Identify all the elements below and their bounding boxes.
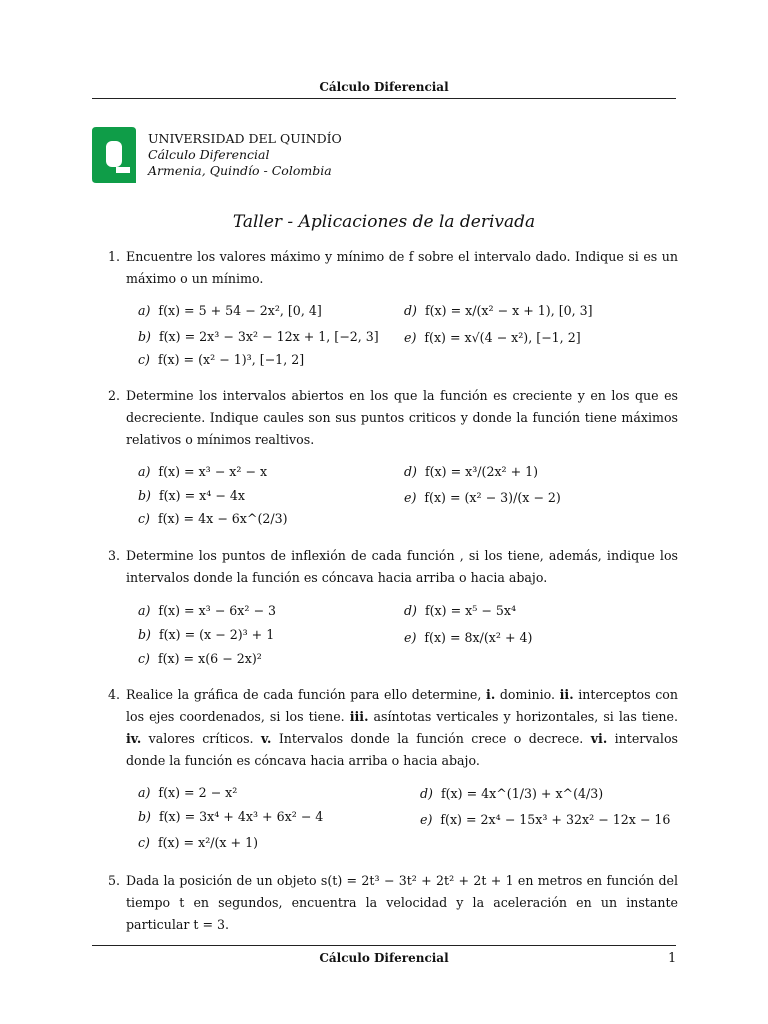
item-expr: f(x) = 4x^(1/3) + x^(4/3)	[440, 786, 604, 801]
item-expr: f(x) = 8x/(x² + 4)	[424, 630, 533, 645]
location: Armenia, Quindío - Colombia	[148, 163, 332, 178]
item-label: a)	[138, 785, 151, 800]
item-label: d)	[404, 464, 417, 479]
q4-item-d	[420, 786, 603, 801]
question-text: Dada la posición de un objeto s(t) = 2t³ − 3t² + 2t² + 2t + 1 en metros en función del tiempo t en segundos, encuentra la velocidad y la aceleración en un instante particular t = 3.	[126, 873, 678, 932]
item-label: c)	[138, 511, 150, 526]
item-expr: f(x) = 4x − 6x^(2/3)	[157, 511, 288, 526]
item-label: c)	[138, 835, 150, 850]
item-label: d)	[404, 603, 417, 618]
text-part: valores críticos.	[141, 731, 261, 746]
institution-block	[148, 131, 342, 179]
step-marker: i.	[486, 687, 496, 702]
item-label: e)	[404, 630, 417, 645]
text-part: asíntotas verticales y horizontales, si las tiene.	[368, 709, 678, 724]
question-number: 5.	[108, 873, 121, 888]
question-number: 1.	[108, 249, 121, 264]
question-text: Determine los intervalos abiertos en los que la función es creciente y en los que es decreciente. Indique caules son sus puntos criticos y donde la función tiene máximos relativos o mínimos realtivos.	[126, 388, 678, 447]
header-rule	[92, 98, 676, 99]
question-5	[108, 870, 678, 936]
item-label: d)	[404, 303, 417, 318]
item-expr: f(x) = x(6 − 2x)²	[157, 651, 262, 666]
item-label: a)	[138, 464, 151, 479]
item-expr: f(x) = x/(x² − x + 1), [0, 3]	[424, 303, 593, 318]
q1-item-d	[404, 303, 593, 318]
item-label: a)	[138, 303, 151, 318]
question-3	[108, 545, 678, 589]
question-text	[126, 684, 678, 772]
item-label: c)	[138, 352, 150, 367]
university-logo	[92, 127, 136, 183]
item-expr: f(x) = x²/(x + 1)	[157, 835, 259, 850]
question-2	[108, 385, 678, 451]
q1-item-b	[138, 329, 379, 344]
q2-item-e	[404, 490, 561, 505]
question-text: Encuentre los valores máximo y mínimo de f sobre el intervalo dado. Indique si es un máximo o un mínimo.	[126, 249, 678, 286]
item-expr: f(x) = x√(4 − x²), [−1, 2]	[424, 330, 581, 345]
text-part: dominio.	[495, 687, 560, 702]
item-expr: f(x) = x⁴ − 4x	[158, 488, 245, 503]
item-label: d)	[420, 786, 433, 801]
item-expr: f(x) = x³ − 6x² − 3	[158, 603, 277, 618]
item-expr: f(x) = (x − 2)³ + 1	[158, 627, 275, 642]
q1-item-e	[404, 330, 581, 345]
item-expr: f(x) = (x² − 3)/(x − 2)	[424, 490, 561, 505]
item-expr: f(x) = 2x³ − 3x² − 12x + 1, [−2, 3]	[158, 329, 379, 344]
course-name: Cálculo Diferencial	[148, 147, 270, 162]
question-number: 2.	[108, 388, 121, 403]
document-title: Taller - Aplicaciones de la derivada	[232, 212, 536, 232]
item-label: a)	[138, 603, 151, 618]
item-label: e)	[404, 490, 417, 505]
q3-item-b	[138, 627, 274, 642]
item-label: e)	[420, 812, 433, 827]
q4-item-c	[138, 835, 258, 850]
item-expr: f(x) = 3x⁴ + 4x³ + 6x² − 4	[158, 809, 324, 824]
item-label: e)	[404, 330, 417, 345]
q3-item-c	[138, 651, 262, 666]
running-header: Cálculo Diferencial	[319, 80, 449, 94]
q3-item-d	[404, 603, 516, 618]
item-expr: f(x) = x³/(2x² + 1)	[424, 464, 539, 479]
q4-item-e	[420, 812, 670, 827]
text-part: Intervalos donde la función crece o decrece.	[271, 731, 591, 746]
q4-item-b	[138, 809, 323, 824]
q2-item-c	[138, 511, 288, 526]
step-marker: iii.	[349, 709, 369, 724]
item-label: b)	[138, 488, 151, 503]
item-expr: f(x) = 5 + 54 − 2x², [0, 4]	[158, 303, 322, 318]
text-part: Realice la gráfica de cada función para ello determine,	[126, 687, 487, 702]
q1-item-c	[138, 352, 304, 367]
running-footer: Cálculo Diferencial	[319, 951, 449, 965]
q3-item-a	[138, 603, 276, 618]
item-label: c)	[138, 651, 150, 666]
text-part: intervalos donde la función es cóncava hacia arriba o hacia abajo.	[126, 731, 679, 768]
q4-item-a	[138, 785, 237, 800]
item-label: b)	[138, 627, 151, 642]
question-1	[108, 246, 678, 290]
q3-item-e	[404, 630, 532, 645]
q2-item-a	[138, 464, 267, 479]
item-expr: f(x) = x⁵ − 5x⁴	[424, 603, 517, 618]
institution-name: UNIVERSIDAD DEL QUINDÍO	[148, 131, 342, 146]
step-marker: v.	[260, 731, 272, 746]
item-expr: f(x) = (x² − 1)³, [−1, 2]	[157, 352, 305, 367]
item-label: b)	[138, 329, 151, 344]
footer-rule	[92, 945, 676, 946]
q1-item-a	[138, 303, 322, 318]
page-number: 1	[668, 951, 677, 966]
q2-item-d	[404, 464, 538, 479]
step-marker: iv.	[126, 731, 142, 746]
text-part: interceptos con los ejes coordenados, si los tiene.	[126, 687, 678, 724]
question-text: Determine los puntos de inflexión de cada función , si los tiene, además, indique los intervalos donde la función es cóncava hacia arriba o hacia abajo.	[126, 548, 678, 585]
item-expr: f(x) = 2 − x²	[158, 785, 238, 800]
step-marker: vi.	[590, 731, 608, 746]
question-number: 4.	[108, 687, 121, 702]
q2-item-b	[138, 488, 245, 503]
item-expr: f(x) = x³ − x² − x	[158, 464, 268, 479]
question-4	[108, 684, 678, 772]
item-expr: f(x) = 2x⁴ − 15x³ + 32x² − 12x − 16	[440, 812, 671, 827]
item-label: b)	[138, 809, 151, 824]
question-number: 3.	[108, 548, 121, 563]
step-marker: ii.	[559, 687, 574, 702]
